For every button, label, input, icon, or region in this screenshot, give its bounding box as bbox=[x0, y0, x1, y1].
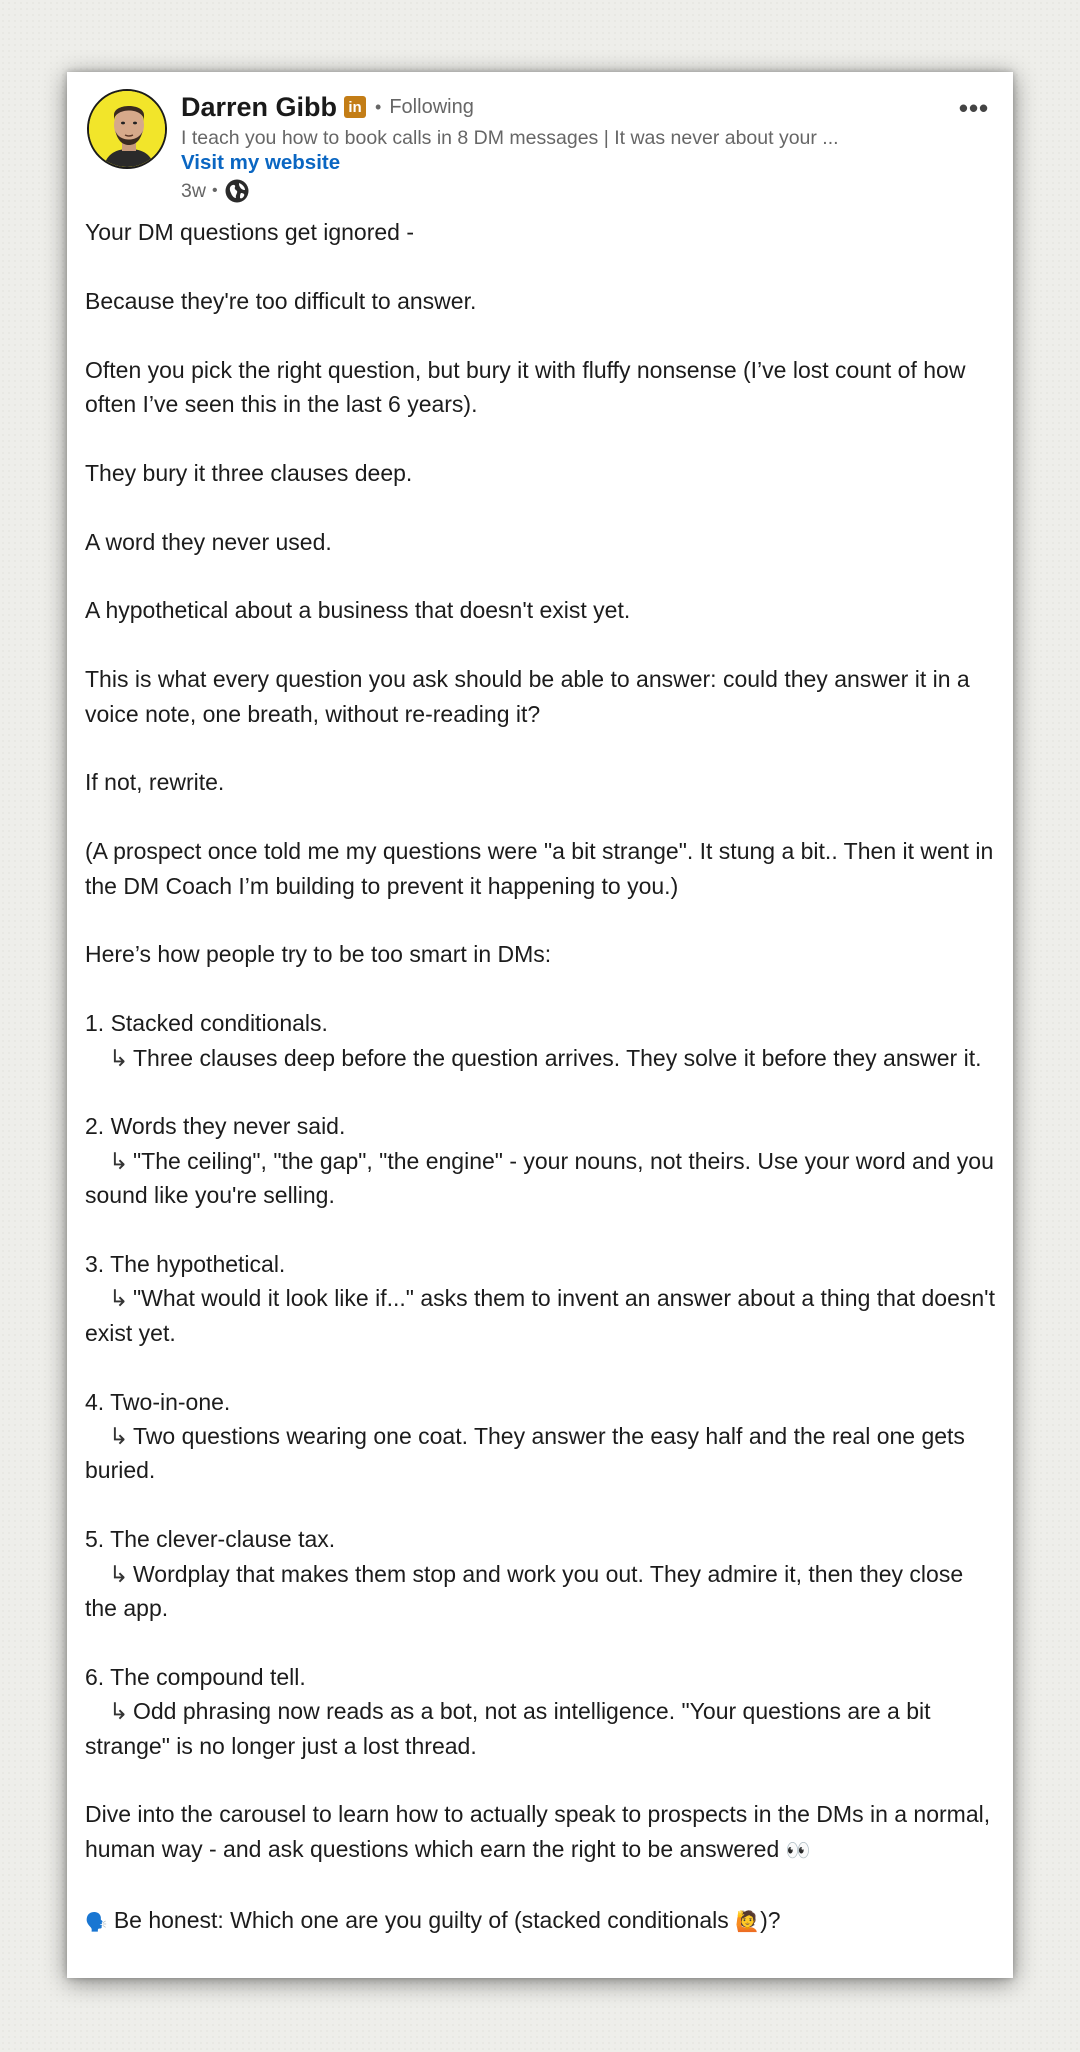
follow-status[interactable]: Following bbox=[389, 95, 474, 118]
list-item-title: 2. Words they never said. bbox=[85, 1113, 346, 1140]
arrow-icon: ↳ bbox=[109, 1147, 129, 1174]
list-item-detail: Three clauses deep before the question arrives. They solve it before they answer it. bbox=[133, 1044, 982, 1071]
list-item bbox=[85, 1522, 997, 1625]
list-item-detail: Two questions wearing one coat. They answer the easy half and the real one gets buried. bbox=[85, 1423, 965, 1484]
post-time: 3w bbox=[181, 179, 206, 202]
post-paragraph: Your DM questions get ignored - bbox=[85, 219, 415, 245]
author-headline: I teach you how to book calls in 8 DM messages | It was never about your ... bbox=[181, 127, 839, 149]
post-paragraph: If not, rewrite. bbox=[85, 769, 225, 796]
visit-website-link[interactable]: Visit my website bbox=[181, 151, 341, 174]
list-item bbox=[85, 1006, 997, 1075]
speaking-head-emoji-icon: 🗣️ bbox=[85, 1911, 108, 1932]
list-item-detail: Wordplay that makes them stop and work you out. They admire it, then they close the app. bbox=[85, 1560, 964, 1622]
avatar[interactable] bbox=[87, 89, 167, 169]
arrow-icon: ↳ bbox=[109, 1285, 129, 1312]
avatar-portrait bbox=[89, 91, 167, 169]
list-item-title: 4. Two-in-one. bbox=[85, 1388, 231, 1415]
list-item-detail: Odd phrasing now reads as a bot, not as intelligence. "Your questions are a bit strange" is no longer just a lost thread. bbox=[85, 1698, 931, 1759]
question-paragraph bbox=[85, 1903, 997, 1939]
arrow-icon: ↳ bbox=[109, 1698, 129, 1725]
list-item bbox=[85, 1247, 997, 1350]
list-item-title: 1. Stacked conditionals. bbox=[85, 1010, 328, 1037]
post-paragraph: Often you pick the right question, but bury it with fluffy nonsense (I’ve lost count of how often I’ve seen this in the last 6 years). bbox=[85, 356, 966, 417]
author-row bbox=[181, 90, 474, 124]
closing-paragraph bbox=[85, 1797, 997, 1868]
list-item bbox=[85, 1385, 997, 1488]
post-paragraph: Because they're too difficult to answer. bbox=[85, 287, 477, 314]
post-header bbox=[67, 72, 1013, 202]
post-meta bbox=[181, 176, 250, 206]
list-item-title: 5. The clever-clause tax. bbox=[85, 1526, 336, 1553]
post-paragraph: This is what every question you ask should be able to answer: could they answer it in a voice note, one breath, without re-reading it? bbox=[85, 666, 970, 727]
question-text: Be honest: Which one are you guilty of (stacked conditionals bbox=[113, 1906, 729, 1933]
arrow-icon: ↳ bbox=[109, 1560, 129, 1587]
post-paragraph: They bury it three clauses deep. bbox=[85, 459, 413, 486]
more-options-icon[interactable]: ••• bbox=[958, 92, 990, 123]
list-item-detail: "The ceiling", "the gap", "the engine" - your nouns, not theirs. Use your word and you sound like you're selling. bbox=[85, 1147, 994, 1209]
arrow-icon: ↳ bbox=[109, 1044, 129, 1071]
post-paragraph: A hypothetical about a business that doesn't exist yet. bbox=[85, 597, 631, 624]
list-item bbox=[85, 1660, 997, 1763]
separator-dot: • bbox=[375, 96, 382, 117]
post-card bbox=[67, 72, 1013, 1978]
raising-hand-emoji-icon: 🙋 bbox=[735, 1910, 761, 1933]
post-paragraph: (A prospect once told me my questions were "a bit strange". It stung a bit.. Then it went in the DM Coach I’m building to prevent it happening to you.) bbox=[85, 838, 994, 899]
list-item-detail: "What would it look like if..." asks them to invent an answer about a thing that doesn't exist yet. bbox=[85, 1285, 995, 1346]
eyes-emoji-icon: 👀 bbox=[785, 1839, 811, 1862]
globe-icon bbox=[224, 178, 250, 204]
list-item-title: 6. The compound tell. bbox=[85, 1663, 306, 1690]
post-body bbox=[85, 215, 997, 1973]
closing-text: Dive into the carousel to learn how to actually speak to prospects in the DMs in a normal, human way - and ask questions which earn the right to be answered bbox=[85, 1801, 991, 1862]
separator-dot: • bbox=[211, 182, 218, 199]
post-paragraph: A word they never used. bbox=[85, 528, 332, 555]
linkedin-premium-icon: in bbox=[344, 96, 366, 118]
post-paragraph: Here’s how people try to be too smart in DMs: bbox=[85, 941, 552, 968]
list-item-title: 3. The hypothetical. bbox=[85, 1251, 286, 1277]
author-name[interactable]: Darren Gibb bbox=[181, 91, 338, 122]
question-suffix: )? bbox=[760, 1906, 781, 1933]
list-item bbox=[85, 1109, 997, 1212]
arrow-icon: ↳ bbox=[109, 1423, 129, 1450]
